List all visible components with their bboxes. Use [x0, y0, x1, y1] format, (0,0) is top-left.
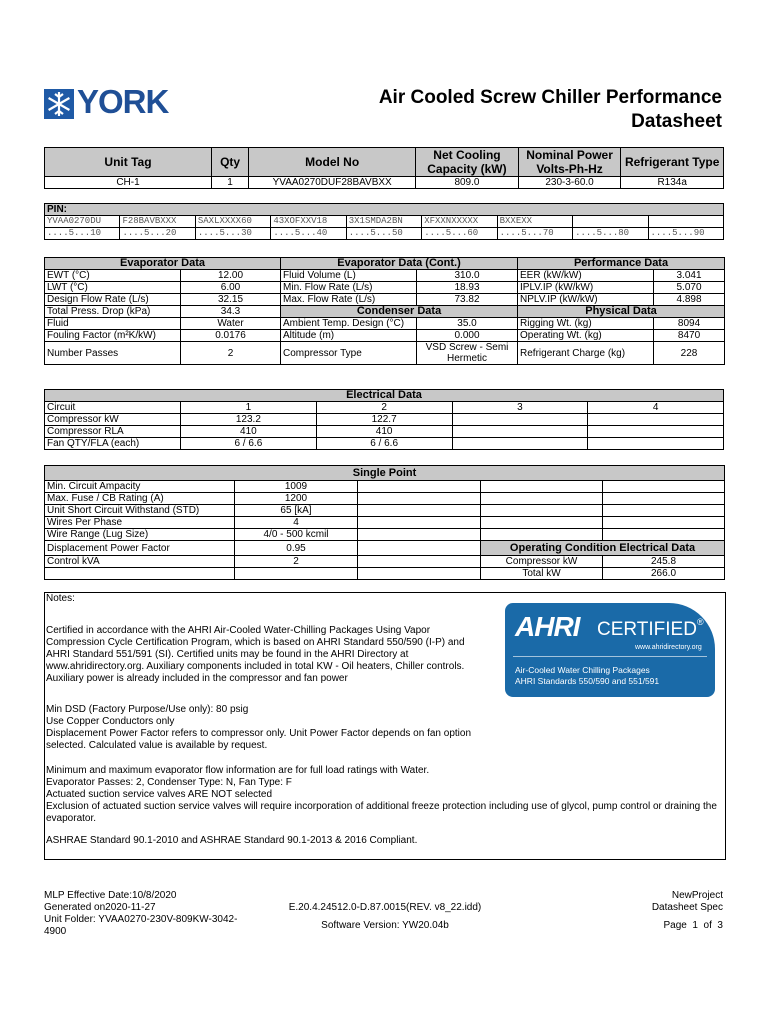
electrical-cell [588, 426, 724, 438]
sp-value: 0.95 [235, 541, 358, 556]
electrical-title: Electrical Data [45, 390, 724, 402]
electrical-label: Fan QTY/FLA (each) [45, 438, 181, 450]
evap-value: 0.0176 [181, 330, 281, 342]
sp-value: 1009 [235, 481, 358, 493]
unit-table [44, 147, 724, 189]
sp-label: Min. Circuit Ampacity [45, 481, 235, 493]
physical-value: 228 [654, 342, 725, 365]
single-point-title: Single Point [45, 466, 725, 481]
evap-label: EWT (°C) [45, 270, 181, 282]
condenser-label: Ambient Temp. Design (°C) [281, 318, 417, 330]
sp-value: 4 [235, 517, 358, 529]
sp-label: Max. Fuse / CB Rating (A) [45, 493, 235, 505]
evap-value: 34.3 [181, 306, 281, 318]
pin-code: 3X1SMDA2BN [346, 216, 421, 228]
electrical-cell: 410 [316, 426, 452, 438]
performance-value: 5.070 [654, 282, 725, 294]
pin-ruler: ....5...90 [648, 228, 724, 240]
ahri-logo-text: AHRI [515, 611, 580, 642]
electrical-cell [452, 414, 588, 426]
pin-ruler: ....5...80 [573, 228, 648, 240]
condenser-value: 35.0 [417, 318, 518, 330]
unit-cell: 230-3-60.0 [518, 177, 621, 189]
footer-software: Software Version: YW20.04b [321, 920, 449, 931]
pin-code: BXXEXX [497, 216, 572, 228]
physical-label: Refrigerant Charge (kg) [518, 342, 654, 365]
page-title-line1: Air Cooled Screw Chiller Performance [378, 87, 722, 108]
electrical-cell [588, 414, 724, 426]
electrical-cell: 2 [316, 402, 452, 414]
page-title [302, 86, 722, 134]
sp-value: 1200 [235, 493, 358, 505]
sp-label: Wires Per Phase [45, 517, 235, 529]
note-line: Displacement Power Factor refers to compressor only. Unit Power Factor depends on fan option selected. Calculated value is available by request. [46, 728, 472, 751]
evap-value: 12.00 [181, 270, 281, 282]
note-line: Evaporator Passes: 2, Condenser Type: N, Fan Type: F [46, 777, 292, 788]
notes-label: Notes: [46, 593, 75, 604]
op-cond-title: Operating Condition Electrical Data [481, 541, 725, 556]
unit-header: Net Cooling Capacity (kW) [416, 148, 519, 177]
footer-center [270, 902, 500, 932]
unit-cell: 809.0 [416, 177, 519, 189]
electrical-cell: 6 / 6.6 [181, 438, 317, 450]
electrical-cell: 122.7 [316, 414, 452, 426]
sp-label: Wire Range (Lug Size) [45, 529, 235, 541]
pin-code: YVAA0270DU [45, 216, 120, 228]
notes-block-2 [46, 704, 476, 752]
footer-left [44, 890, 254, 938]
sp-value: 65 [kA] [235, 505, 358, 517]
performance-value: 3.041 [654, 270, 725, 282]
ahri-reg-mark: ® [697, 617, 704, 627]
evap-label: Total Press. Drop (kPa) [45, 306, 181, 318]
snowflake-icon [44, 89, 74, 119]
condenser-value: 0.000 [417, 330, 518, 342]
unit-cell: CH-1 [45, 177, 212, 189]
footer-right [543, 890, 723, 932]
electrical-cell: 410 [181, 426, 317, 438]
evap-value: 2 [181, 342, 281, 365]
pin-code [648, 216, 724, 228]
sp-label: Unit Short Circuit Withstand (STD) [45, 505, 235, 517]
pin-ruler: ....5...50 [346, 228, 421, 240]
electrical-label: Compressor RLA [45, 426, 181, 438]
op-label: Compressor kW [481, 556, 603, 568]
condenser-title: Condenser Data [281, 306, 518, 318]
footer-project: NewProject [671, 890, 723, 901]
physical-label: Rigging Wt. (kg) [518, 318, 654, 330]
sp-value: 4/0 - 500 kcmil [235, 529, 358, 541]
unit-header: Qty [211, 148, 248, 177]
footer-idd: E.20.4.24512.0-D.87.0015(REV. v8_22.idd) [288, 902, 482, 913]
condenser-value: VSD Screw - Semi Hermetic [417, 342, 518, 365]
ahri-certified-text: CERTIFIED [597, 619, 697, 640]
electrical-cell [452, 438, 588, 450]
evap-label: Fouling Factor (m²K/kW) [45, 330, 181, 342]
unit-cell: YVAA0270DUF28BAVBXX [249, 177, 416, 189]
sp-label: Displacement Power Factor [45, 541, 235, 556]
pin-code [573, 216, 648, 228]
evap-title: Evaporator Data [45, 258, 281, 270]
electrical-cell: 4 [588, 402, 724, 414]
footer-mlp-date: MLP Effective Date:10/8/2020 [44, 890, 177, 901]
pin-ruler: ....5...10 [45, 228, 120, 240]
physical-value: 8470 [654, 330, 725, 342]
evap-cont-value: 310.0 [417, 270, 518, 282]
unit-header: Refrigerant Type [621, 148, 724, 177]
performance-value: 4.898 [654, 294, 725, 306]
evap-label: Fluid [45, 318, 181, 330]
note-line: Min DSD (Factory Purpose/Use only): 80 psig [46, 704, 249, 715]
performance-label: EER (kW/kW) [518, 270, 654, 282]
performance-label: IPLV.IP (kW/kW) [518, 282, 654, 294]
pin-ruler: ....5...30 [195, 228, 270, 240]
pin-table [44, 203, 724, 240]
unit-cell: 1 [211, 177, 248, 189]
note-line: Use Copper Conductors only [46, 716, 175, 727]
op-value: 266.0 [603, 568, 725, 580]
electrical-label: Circuit [45, 402, 181, 414]
ahri-certified-logo [505, 603, 715, 697]
pin-code: XFXXNXXXXX [422, 216, 497, 228]
pin-code: 43XOFXXV18 [271, 216, 346, 228]
notes-block-3 [46, 765, 722, 825]
evap-cont-title: Evaporator Data (Cont.) [281, 258, 518, 270]
pin-ruler: ....5...40 [271, 228, 346, 240]
unit-header: Model No [249, 148, 416, 177]
pin-code: F28BAVBXXX [120, 216, 195, 228]
evap-label: Design Flow Rate (L/s) [45, 294, 181, 306]
evap-label: Number Passes [45, 342, 181, 365]
sp-value [235, 568, 358, 580]
evap-cont-label: Fluid Volume (L) [281, 270, 417, 282]
pin-label: PIN: [45, 204, 724, 216]
condenser-label: Compressor Type [281, 342, 417, 365]
note-line: Actuated suction service valves ARE NOT selected [46, 789, 273, 800]
sp-label [45, 568, 235, 580]
evap-value: 32.15 [181, 294, 281, 306]
electrical-cell: 6 / 6.6 [316, 438, 452, 450]
notes-ashrae: ASHRAE Standard 90.1-2010 and ASHRAE Standard 90.1-2013 & 2016 Compliant. [46, 835, 418, 846]
evap-value: 6.00 [181, 282, 281, 294]
performance-label: NPLV.IP (kW/kW) [518, 294, 654, 306]
electrical-label: Compressor kW [45, 414, 181, 426]
single-point-table [44, 465, 725, 580]
electrical-table [44, 389, 724, 450]
note-line: Minimum and maximum evaporator flow information are for full load ratings with Water. [46, 765, 430, 776]
physical-value: 8094 [654, 318, 725, 330]
sp-label: Control kVA [45, 556, 235, 568]
electrical-cell [588, 438, 724, 450]
unit-header: Unit Tag [45, 148, 212, 177]
evap-label: LWT (°C) [45, 282, 181, 294]
pin-code: SAXLXXXX60 [195, 216, 270, 228]
electrical-cell: 3 [452, 402, 588, 414]
ahri-url: www.ahridirectory.org [635, 644, 702, 651]
page-title-line2: Datasheet [631, 111, 722, 132]
physical-title: Physical Data [518, 306, 725, 318]
brand-name: YORK [77, 83, 169, 120]
ahri-divider [513, 656, 707, 657]
evap-cont-value: 73.82 [417, 294, 518, 306]
condenser-label: Altitude (m) [281, 330, 417, 342]
unit-cell: R134a [621, 177, 724, 189]
footer-generated: Generated on2020-11-27 [44, 902, 156, 913]
pin-ruler: ....5...20 [120, 228, 195, 240]
electrical-cell: 123.2 [181, 414, 317, 426]
pin-ruler: ....5...70 [497, 228, 572, 240]
footer-spec: Datasheet Spec [651, 902, 723, 913]
note-line: Exclusion of actuated suction service valves will require incorporation of additional freeze protection including use of glycol, pump control or draining the evaporator. [46, 801, 717, 824]
unit-header: Nominal Power Volts-Ph-Hz [518, 148, 621, 177]
physical-label: Operating Wt. (kg) [518, 330, 654, 342]
ahri-program: Air-Cooled Water Chilling Packages [515, 665, 650, 675]
footer-page: Page 1 of 3 [663, 920, 723, 931]
evap-cont-value: 18.93 [417, 282, 518, 294]
op-label: Total kW [481, 568, 603, 580]
sp-value: 2 [235, 556, 358, 568]
pin-ruler: ....5...60 [422, 228, 497, 240]
op-value: 245.8 [603, 556, 725, 568]
footer-unit-folder: Unit Folder: YVAA0270-230V-809KW-3042-4900 [44, 914, 238, 937]
evap-cont-label: Max. Flow Rate (L/s) [281, 294, 417, 306]
ahri-standards: AHRI Standards 550/590 and 551/591 [515, 676, 660, 686]
performance-title: Performance Data [518, 258, 725, 270]
notes-ahri-text: Certified in accordance with the AHRI Air-Cooled Water-Chilling Packages Using Vapor Compression Cycle Certification Program, which is based on AHRI Standard 550/590 (I-P) and AHRI Standard 551/591 (SI). Certified units may be found in the AHRI Directory at www.ahridirectory.org. Auxiliary components included in total KW - Oil heaters, Chiller controls. Auxiliary power is already included in the compressor and fan power [46, 625, 465, 684]
york-logo [44, 83, 194, 121]
electrical-cell: 1 [181, 402, 317, 414]
electrical-cell [452, 426, 588, 438]
evap-value: Water [181, 318, 281, 330]
evap-cont-label: Min. Flow Rate (L/s) [281, 282, 417, 294]
data-grid [44, 257, 725, 365]
